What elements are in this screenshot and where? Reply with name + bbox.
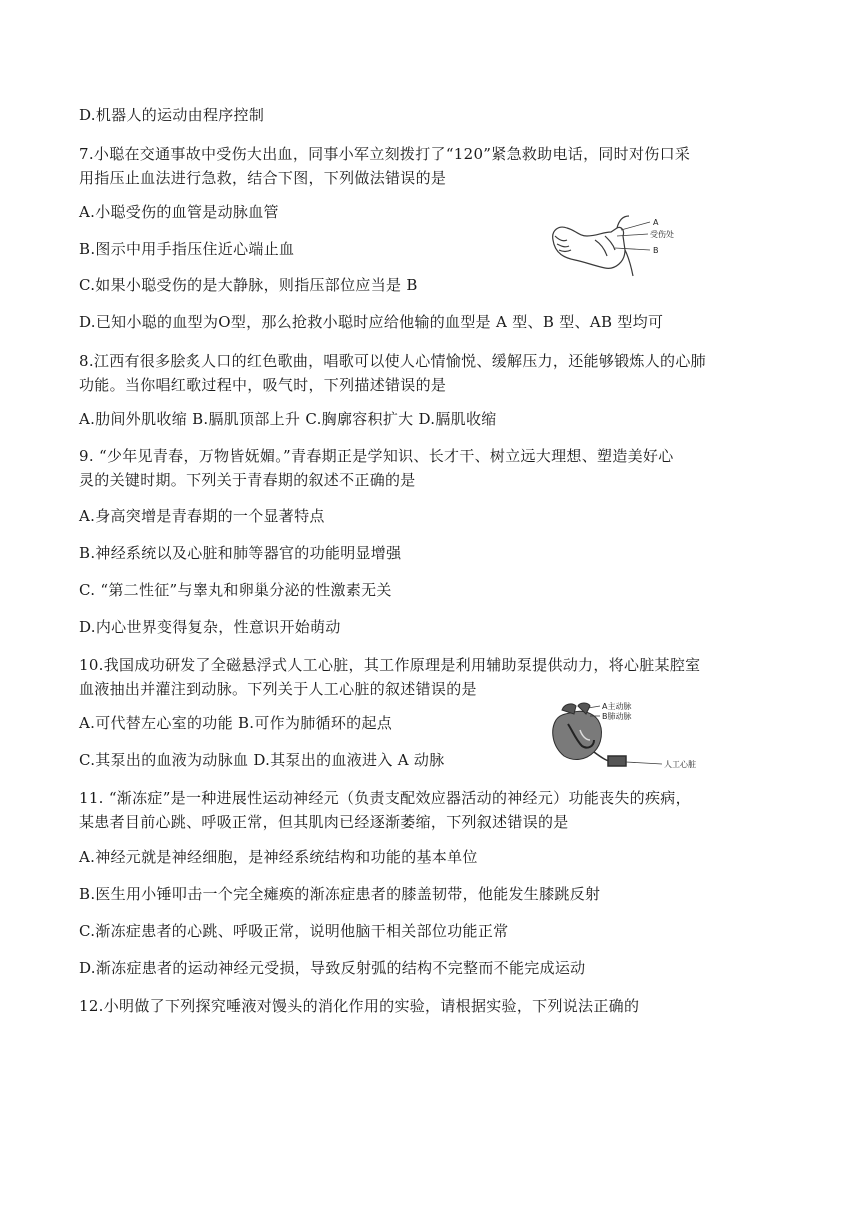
q11-stem-line2: 某患者目前心跳、呼吸正常，但其肌肉已经逐渐萎缩，下列叙述错误的是 <box>79 813 569 831</box>
q11-stem-line1: 11. “渐冻症”是一种进展性运动神经元（负责支配效应器活动的神经元）功能丧失的疾病， <box>79 789 691 807</box>
q7-option-d: D.已知小聪的血型为O型，那么抢救小聪时应给他输的血型是 A 型、B 型、AB 型均可 <box>79 313 664 331</box>
heart-label-aorta: A主动脉 <box>602 702 632 711</box>
q7-option-a: A.小聪受伤的血管是动脉血管 <box>79 203 279 221</box>
q8-stem-line1: 8.江西有很多脍炙人口的红色歌曲，唱歌可以使人心情愉悦、缓解压力，还能够锻炼人的心肺 <box>79 352 706 370</box>
q11-option-b: B.医生用小锤叩击一个完全瘫痪的渐冻症患者的膝盖韧带，他能发生膝跳反射 <box>79 885 601 903</box>
q7-stem-line2: 用指压止血法进行急救，结合下图，下列做法错误的是 <box>79 169 447 187</box>
arm-pressure-figure <box>545 210 674 280</box>
heart-label-device: 人工心脏 <box>664 760 696 769</box>
q8-options: A.肋间外肌收缩 B.膈肌顶部上升 C.胸廓容积扩大 D.膈肌收缩 <box>79 410 497 428</box>
arm-label-wound: 受伤处 <box>650 230 674 239</box>
q10-stem-line2: 血液抽出并灌注到动脉。下列关于人工心脏的叙述错误的是 <box>79 680 477 698</box>
q11-option-c: C.渐冻症患者的心跳、呼吸正常，说明他脑干相关部位功能正常 <box>79 922 509 940</box>
q7-option-c: C.如果小聪受伤的是大静脉，则指压部位应当是 B <box>79 276 418 294</box>
q9-option-b: B.神经系统以及心脏和肺等器官的功能明显增强 <box>79 544 402 562</box>
q12-stem: 12.小明做了下列探究唾液对馒头的消化作用的实验，请根据实验，下列说法正确的 <box>79 997 640 1015</box>
artificial-heart-figure <box>542 700 747 770</box>
q9-option-d: D.内心世界变得复杂，性意识开始萌动 <box>79 618 341 636</box>
q9-option-c: C. “第二性征”与睾丸和卵巢分泌的性激素无关 <box>79 581 392 599</box>
q6-option-d: D.机器人的运动由程序控制 <box>79 106 265 124</box>
q11-option-d: D.渐冻症患者的运动神经元受损，导致反射弧的结构不完整而不能完成运动 <box>79 959 586 977</box>
q9-option-a: A.身高突增是青春期的一个显著特点 <box>79 507 325 525</box>
q10-options-ab: A.可代替左心室的功能 B.可作为肺循环的起点 <box>79 714 393 732</box>
q11-option-a: A.神经元就是神经细胞，是神经系统结构和功能的基本单位 <box>79 848 478 866</box>
arm-label-a: A <box>653 218 659 227</box>
heart-label-pulmonary: B肺动脉 <box>602 712 632 721</box>
q9-stem-line1: 9. “少年见青春，万物皆妩媚。”青春期正是学知识、长才干、树立远大理想、塑造美好心 <box>79 447 674 465</box>
q7-option-b: B.图示中用手指压住近心端止血 <box>79 240 295 258</box>
q9-stem-line2: 灵的关键时期。下列关于青春期的叙述不正确的是 <box>79 471 416 489</box>
q10-stem-line1: 10.我国成功研发了全磁悬浮式人工心脏，其工作原理是利用辅助泵提供动力，将心脏某腔室 <box>79 656 701 674</box>
arm-label-b: B <box>653 246 659 255</box>
q10-options-cd: C.其泵出的血液为动脉血 D.其泵出的血液进入 A 动脉 <box>79 751 445 769</box>
q7-stem-line1: 7.小聪在交通事故中受伤大出血，同事小军立刻拨打了“120”紧急救助电话，同时对伤口采 <box>79 145 691 163</box>
q8-stem-line2: 功能。当你唱红歌过程中，吸气时，下列描述错误的是 <box>79 376 447 394</box>
